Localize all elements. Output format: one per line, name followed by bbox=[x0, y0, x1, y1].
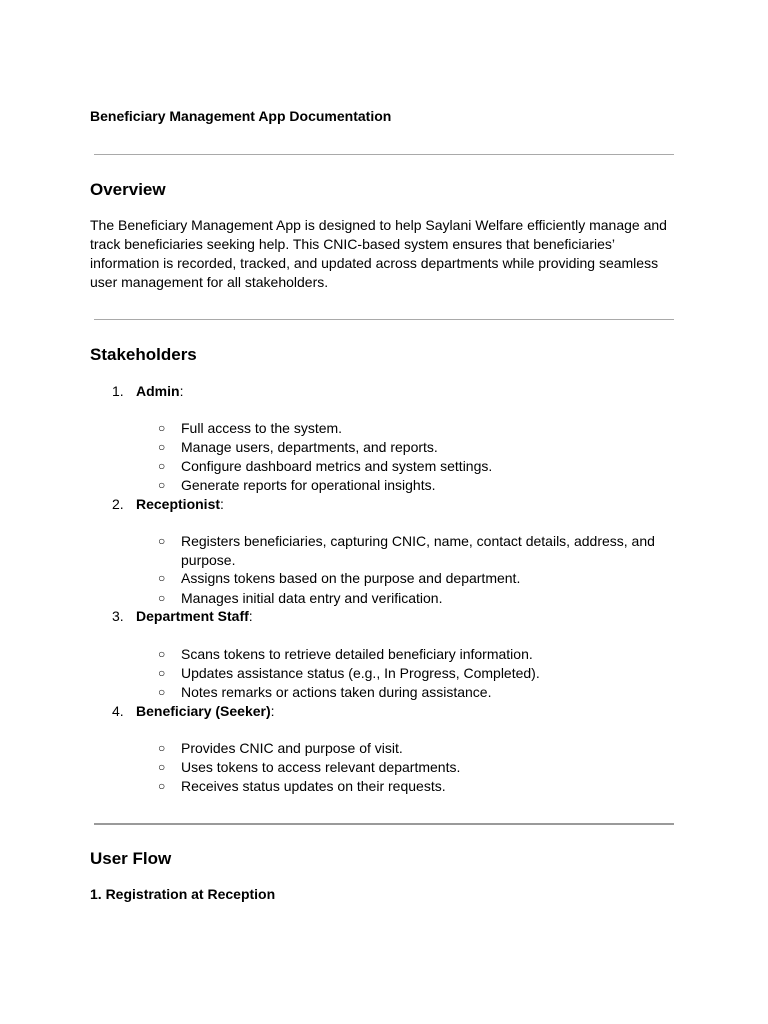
list-item bbox=[158, 438, 678, 457]
overview-heading: Overview bbox=[90, 180, 166, 199]
list-item bbox=[158, 569, 678, 588]
list-item bbox=[158, 645, 678, 664]
circle-bullet-icon: ○ bbox=[158, 459, 166, 473]
list-item-text: Generate reports for operational insights. bbox=[181, 477, 436, 493]
list-item-text: Provides CNIC and purpose of visit. bbox=[181, 740, 403, 756]
circle-bullet-icon: ○ bbox=[158, 741, 166, 755]
role-name: Beneficiary (Seeker) bbox=[136, 703, 271, 719]
list-item bbox=[158, 419, 678, 438]
list-item bbox=[158, 777, 678, 796]
divider-line bbox=[94, 823, 674, 825]
registration-subheading: 1. Registration at Reception bbox=[90, 886, 276, 902]
role-name: Department Staff bbox=[136, 608, 249, 624]
list-item-text: Manages initial data entry and verification. bbox=[181, 590, 443, 606]
list-number: 3. bbox=[112, 608, 124, 624]
stakeholder-receptionist bbox=[112, 495, 224, 513]
circle-bullet-icon: ○ bbox=[158, 591, 166, 605]
role-suffix: : bbox=[179, 383, 184, 399]
circle-bullet-icon: ○ bbox=[158, 760, 166, 774]
list-item-text: Registers beneficiaries, capturing CNIC, name, contact details, address, and purpose. bbox=[181, 533, 655, 568]
list-item-text: Assigns tokens based on the purpose and department. bbox=[181, 570, 521, 586]
list-item bbox=[158, 664, 678, 683]
list-item bbox=[158, 532, 658, 570]
list-item-text: Uses tokens to access relevant departments. bbox=[181, 759, 461, 775]
list-item bbox=[158, 683, 678, 702]
user-flow-heading: User Flow bbox=[90, 849, 172, 868]
role-suffix: : bbox=[220, 496, 224, 512]
circle-bullet-icon: ○ bbox=[158, 534, 166, 548]
circle-bullet-icon: ○ bbox=[158, 440, 166, 454]
stakeholder-beneficiary bbox=[112, 702, 275, 720]
paragraph-line: The Beneficiary Management App is designed to help Saylani Welfare efficiently manage and bbox=[90, 217, 667, 233]
stakeholders-heading: Stakeholders bbox=[90, 345, 197, 364]
stakeholder-department-staff bbox=[112, 607, 253, 625]
divider-line bbox=[94, 154, 674, 155]
role-name: Receptionist bbox=[136, 496, 221, 512]
circle-bullet-icon: ○ bbox=[158, 685, 166, 699]
list-number: 4. bbox=[112, 703, 124, 719]
list-item bbox=[158, 589, 678, 608]
paragraph-line: track beneficiaries seeking help. This CNIC-based system ensures that beneficiaries’ bbox=[90, 236, 615, 252]
circle-bullet-icon: ○ bbox=[158, 478, 166, 492]
circle-bullet-icon: ○ bbox=[158, 421, 166, 435]
list-item-text: Configure dashboard metrics and system settings. bbox=[181, 458, 493, 474]
list-item-text: Notes remarks or actions taken during assistance. bbox=[181, 684, 492, 700]
circle-bullet-icon: ○ bbox=[158, 571, 166, 585]
list-item bbox=[158, 758, 678, 777]
paragraph-line: information is recorded, tracked, and updated across departments while providing seamless bbox=[90, 255, 659, 271]
list-item-text: Receives status updates on their requests. bbox=[181, 778, 446, 794]
list-item bbox=[158, 739, 678, 758]
list-item-text: Updates assistance status (e.g., In Progress, Completed). bbox=[181, 665, 540, 681]
list-item-text: Scans tokens to retrieve detailed beneficiary information. bbox=[181, 646, 533, 662]
list-item-text: Full access to the system. bbox=[181, 420, 343, 436]
paragraph-line: user management for all stakeholders. bbox=[90, 274, 329, 290]
stakeholder-admin bbox=[112, 382, 183, 400]
overview-paragraph bbox=[90, 216, 680, 292]
document-title: Beneficiary Management App Documentation bbox=[90, 108, 392, 124]
circle-bullet-icon: ○ bbox=[158, 647, 166, 661]
list-item bbox=[158, 457, 678, 476]
role-name: Admin bbox=[136, 383, 180, 399]
list-item bbox=[158, 476, 678, 495]
list-item-text: Manage users, departments, and reports. bbox=[181, 439, 438, 455]
divider-line bbox=[94, 319, 674, 320]
role-suffix: : bbox=[248, 608, 253, 624]
list-number: 1. bbox=[112, 383, 124, 399]
role-suffix: : bbox=[270, 703, 275, 719]
list-number: 2. bbox=[112, 496, 124, 512]
circle-bullet-icon: ○ bbox=[158, 666, 166, 680]
circle-bullet-icon: ○ bbox=[158, 779, 166, 793]
